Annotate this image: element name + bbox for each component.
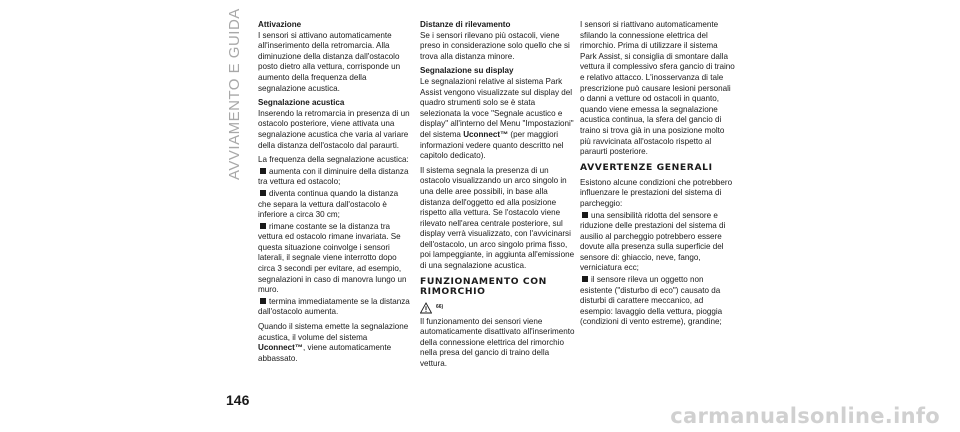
column-1 [258,20,413,368]
paragraph: Quando il sistema emette la segnalazione acustica, il volume del sistema Uconnect™, viene automaticamente abbassato. [258,322,409,363]
page-number: 146 [226,392,250,408]
paragraph: Le segnalazioni relative al sistema Park Assist vengono visualizzate sul display del quadro strumenti solo se è stata selezionata la voce "Segnale acustico e display" all'interno del Menu "Impostazioni" del sistema Uconnect™ (per maggiori informazioni vedere quanto descritto nel capitolo dedicato). [420,76,574,161]
bullet-item: il sensore rileva un oggetto non esistente ("disturbo di eco") causato da disturbi di carattere meccanico, ad esempio: lavaggio della vettura, pioggia (condizioni di vento estreme), grandine; [580,275,723,327]
paragraph: Se i sensori rilevano più ostacoli, viene preso in considerazione solo quello che si trova alla distanza minore. [420,30,570,61]
column-3 [580,20,735,329]
checkbox-bullet-icon [260,223,266,229]
heading-distanze: Distanze di rilevamento [420,20,511,29]
bullet-item: aumenta con il diminuire della distanza tra vettura ed ostacolo; [258,166,409,187]
checkbox-bullet-icon [260,298,266,304]
paragraph: Il funzionamento dei sensori viene automaticamente disattivato all'inserimento della connessione elettrica del rimorchio nella presa del gancio di traino della vettura. [420,316,575,369]
checkbox-bullet-icon [260,190,266,196]
paragraph: Inserendo la retromarcia in presenza di un ostacolo posteriore, viene attivata una segnalazione acustica che varia al variare della distanza dell'ostacolo dal paraurti. [258,108,410,150]
heading-funzionamento-rimorchio: FUNZIONAMENTO CON RIMORCHIO [420,275,547,297]
heading-segnalazione-acustica: Segnalazione acustica [258,98,345,108]
paragraph: I sensori si attivano automaticamente all'inserimento della retromarcia. Alla diminuzione della distanza dall'ostacolo posto dietro alla vettura, corrisponde un aumento della frequenza della segnalazione acustica. [258,30,401,93]
chapter-title: AVVIAMENTO E GUIDA [226,8,243,180]
warning-reference [420,302,575,314]
warning-triangle-icon [420,302,432,314]
paragraph: Il sistema segnala la presenza di un ostacolo visualizzando un arco singolo in una delle aree possibili, in base alla distanza dell'oggetto ed alla posizione rispetto alla vettura. Se l'ostacolo viene rilevato nell'area centrale posteriore, sul display verrà visualizzato, con l'avvicinarsi dell'ostacolo, un arco singolo prima fisso, poi lampeggiante, in aggiunta all'emissione di una segnalazione acustica. [420,165,575,271]
heading-segnalazione-display: Segnalazione su display [420,66,514,76]
column-2 [420,20,575,374]
paragraph: La frequenza della segnalazione acustica: [258,155,409,165]
watermark-text: carmanualsonline.info [670,404,940,428]
bullet-item: diventa continua quando la distanza che separa la vettura dall'ostacolo è inferiore a circa 30 cm; [258,188,399,220]
heading-avvertenze-generali: AVVERTENZE GENERALI [580,161,713,173]
warning-ref-number: 66) [436,304,444,311]
bullet-item: una sensibilità ridotta del sensore e riduzione delle prestazioni del sistema di ausilio al parcheggio potrebbero essere dovute alla presenza sulla superficie del sensore di: ghiaccio, neve, fango, verniciatura ecc; [580,210,726,273]
heading-attivazione: Attivazione [258,20,302,29]
checkbox-bullet-icon [260,168,266,174]
checkbox-bullet-icon [582,276,588,282]
checkbox-bullet-icon [582,212,588,218]
bullet-item: termina immediatamente se la distanza dall'ostacolo aumenta. [258,296,410,317]
paragraph: I sensori si riattivano automaticamente sfilando la connessione elettrica del rimorchio. Prima di utilizzare il sistema Park Assist, si consiglia di smontare dalla vettura il complessivo sfera gancio di traino e relativo attacco. L'inosservanza di tale prescrizione può causare lesioni personali o danni a vetture od ostacoli in quanto, quando viene emessa la segnalazione acustica continua, la sfera del gancio di traino si trova già in una posizione molto più ravvicinata all'ostacolo rispetto al paraurti posteriore. [580,20,735,157]
bullet-item: rimane costante se la distanza tra vettura ed ostacolo rimane invariata. Se questa situazione coinvolge i sensori laterali, il segnale viene interrotto dopo circa 3 secondi per evitare, ad esempio, segnalazioni in caso di manovra lungo un muro. [258,221,407,295]
paragraph: Esistono alcune condizioni che potrebbero influenzare le prestazioni del sistema di parcheggio: [580,177,733,208]
